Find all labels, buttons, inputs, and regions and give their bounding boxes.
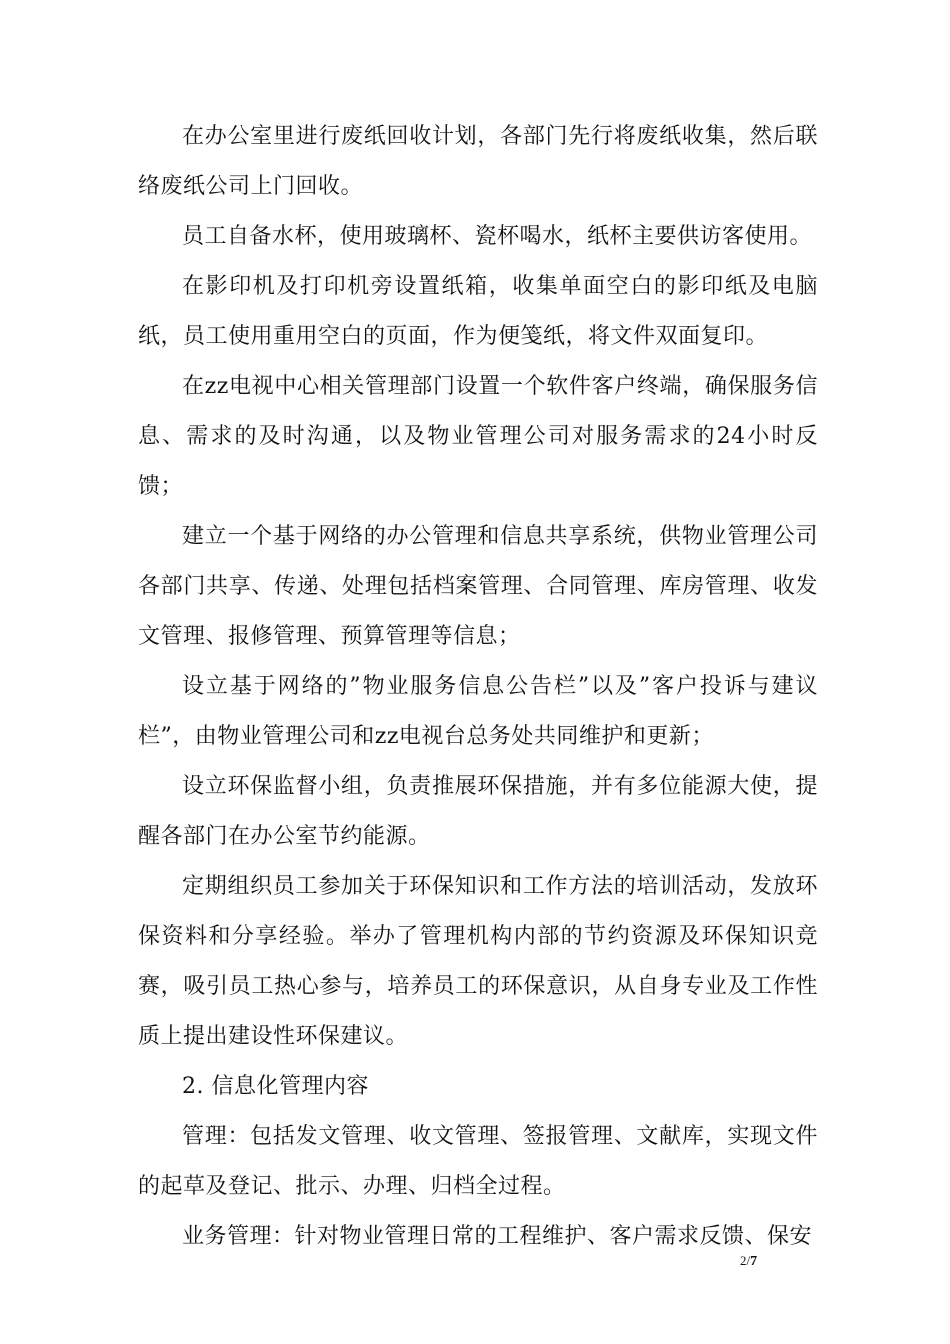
section-heading-informatization: 2. 信息化管理内容	[182, 1074, 369, 1099]
paragraph-training: 定期组织员工参加关于环保知识和工作方法的培训活动，发放环保资料和分享经验。举办了管理机构内部的节约资源及环保知识竞赛，吸引员工热心参与，培养员工的环保意识，从自身专业及工作性质上提出建设性环保建议。	[138, 874, 818, 1049]
page-number-current: 2/	[740, 1253, 751, 1268]
page-number	[740, 1253, 757, 1270]
page-number-total: 7	[750, 1254, 758, 1269]
paragraph-document-management: 管理：包括发文管理、收文管理、签报管理、文献库，实现文件的起草及登记、批示、办理、归档全过程。	[138, 1124, 818, 1199]
paragraph-client-terminal: 在zz电视中心相关管理部门设置一个软件客户终端，确保服务信息、需求的及时沟通，以及物业管理公司对服务需求的24小时反馈；	[138, 374, 818, 499]
paragraph-paper-box: 在影印机及打印机旁设置纸箱，收集单面空白的影印纸及电脑纸，员工使用重用空白的页面，作为便笺纸，将文件双面复印。	[138, 274, 818, 349]
paragraph-business-management: 业务管理：针对物业管理日常的工程维护、客户需求反馈、保安	[182, 1224, 813, 1249]
paragraph-paper-recycling: 在办公室里进行废纸回收计划，各部门先行将废纸收集，然后联络废纸公司上门回收。	[138, 124, 818, 199]
document-body	[138, 112, 818, 1262]
paragraph-office-system: 建立一个基于网络的办公管理和信息共享系统，供物业管理公司各部门共享、传递、处理包括档案管理、合同管理、库房管理、收发文管理、报修管理、预算管理等信息；	[138, 524, 818, 649]
paragraph-supervision-team: 设立环保监督小组，负责推展环保措施，并有多位能源大使，提醒各部门在办公室节约能源。	[138, 774, 818, 849]
paragraph-own-cups: 员工自备水杯，使用玻璃杯、瓷杯喝水，纸杯主要供访客使用。	[182, 224, 813, 249]
paragraph-bulletin-board: 设立基于网络的”物业服务信息公告栏”以及”客户投诉与建议栏”，由物业管理公司和zz电视台总务处共同维护和更新；	[138, 674, 818, 749]
